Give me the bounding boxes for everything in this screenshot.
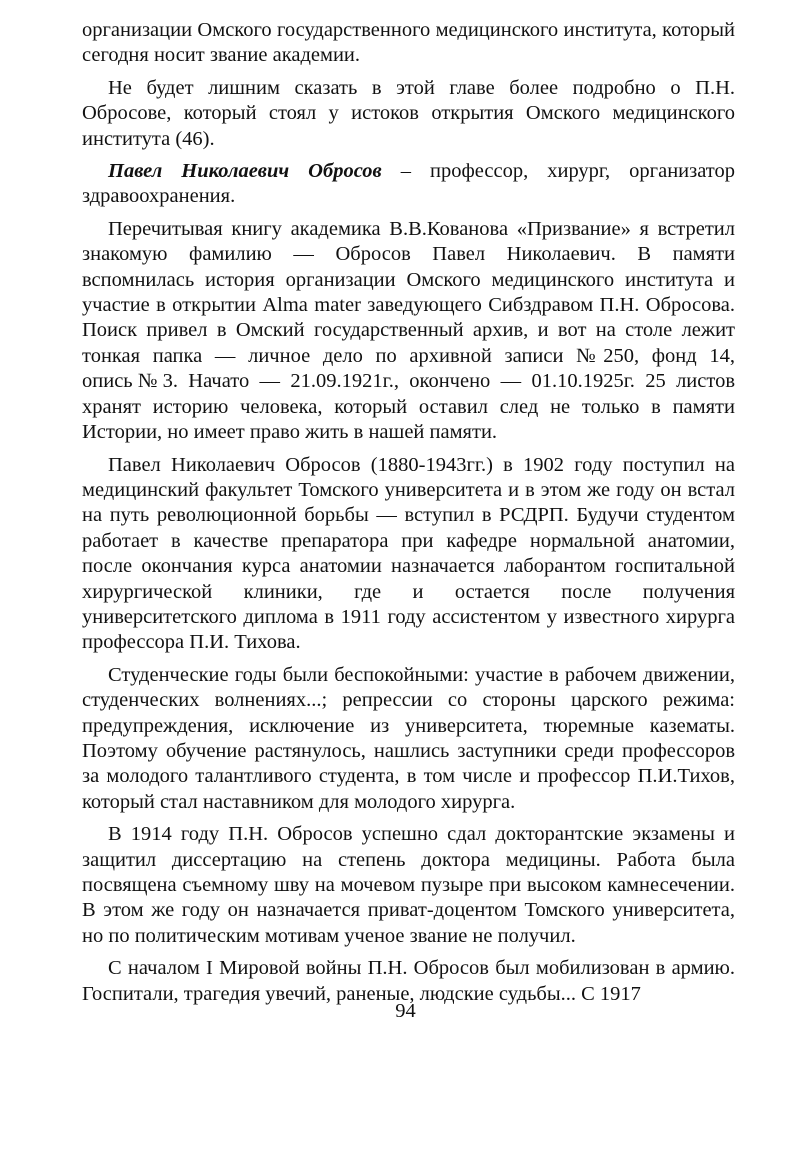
- paragraph: Не будет лишним сказать в этой главе более подробно о П.Н. Обросове, который стоял у истоков открытия Омского медицинского института (46).: [82, 76, 735, 150]
- paragraph: организации Омского государственного медицинского института, который сегодня носит звание академии.: [82, 19, 735, 67]
- section-heading-description: – профессор, хирург, организатор здравоохранения.: [82, 160, 735, 208]
- paragraph: Перечитывая книгу академика В.В.Кованова «Призвание» я встретил знакомую фамилию — Обросов Павел Николаевич. В памяти вспомнилась история организации Омского медицинского института и участие в открытии Alma mater заведующего Сибздравом П.Н. Обросова. Поиск привел в Омский государственный архив, и вот на столе лежит тонкая папка — личное дело по архивной записи №250, фонд 14, опись№3. Начато — 21.09.1921г., окончено — 01.10.1925г. 25 листов хранят историю человека, который оставил след не только в памяти Истории, но имеет право жить в нашей памяти.: [82, 217, 735, 444]
- paragraph-section-heading: [82, 159, 735, 210]
- paragraph: Павел Николаевич Обросов (1880-1943гг.) в 1902 году поступил на медицинский факультет Томского университета и в этом же году он встал на путь революционной борьбы — вступил в РСДРП. Будучи студентом работает в качестве препаратора при кафедре нормальной анатомии, после окончания курса анатомии назначается лаборантом госпитальной хирургической клиники, где и остается после получения университетского диплома в 1911 году ассистентом у известного хирурга профессора П.И. Тихова.: [82, 453, 735, 654]
- paragraph: Студенческие годы были беспокойными: участие в рабочем движении, студенческих волнениях...; репрессии со стороны царского режима: предупреждения, исключение из университета, тюремные казематы. Поэтому обучение растянулось, нашлись заступники среди профессоров за молодого талантливого студента, в том числе и профессор П.И.Тихов, который стал наставником для молодого хирурга.: [82, 663, 735, 813]
- section-heading-name: Павел Николаевич Обросов: [108, 160, 382, 183]
- page-body: [82, 18, 735, 1014]
- paragraph: В 1914 году П.Н. Обросов успешно сдал докторантские экзамены и защитил диссертацию на степень доктора медицины. Работа была посвящена съемному шву на мочевом пузыре при высоком камнесечении. В этом же году он назначается приват-доцентом Томского университета, но по политическим мотивам ученое звание не получил.: [82, 823, 735, 947]
- paragraph: С началом I Мировой войны П.Н. Обросов был мобилизован в армию. Госпитали, трагедия увечий, раненые, людские судьбы... С 1917: [82, 957, 735, 1005]
- page-number: 94: [395, 1000, 416, 1022]
